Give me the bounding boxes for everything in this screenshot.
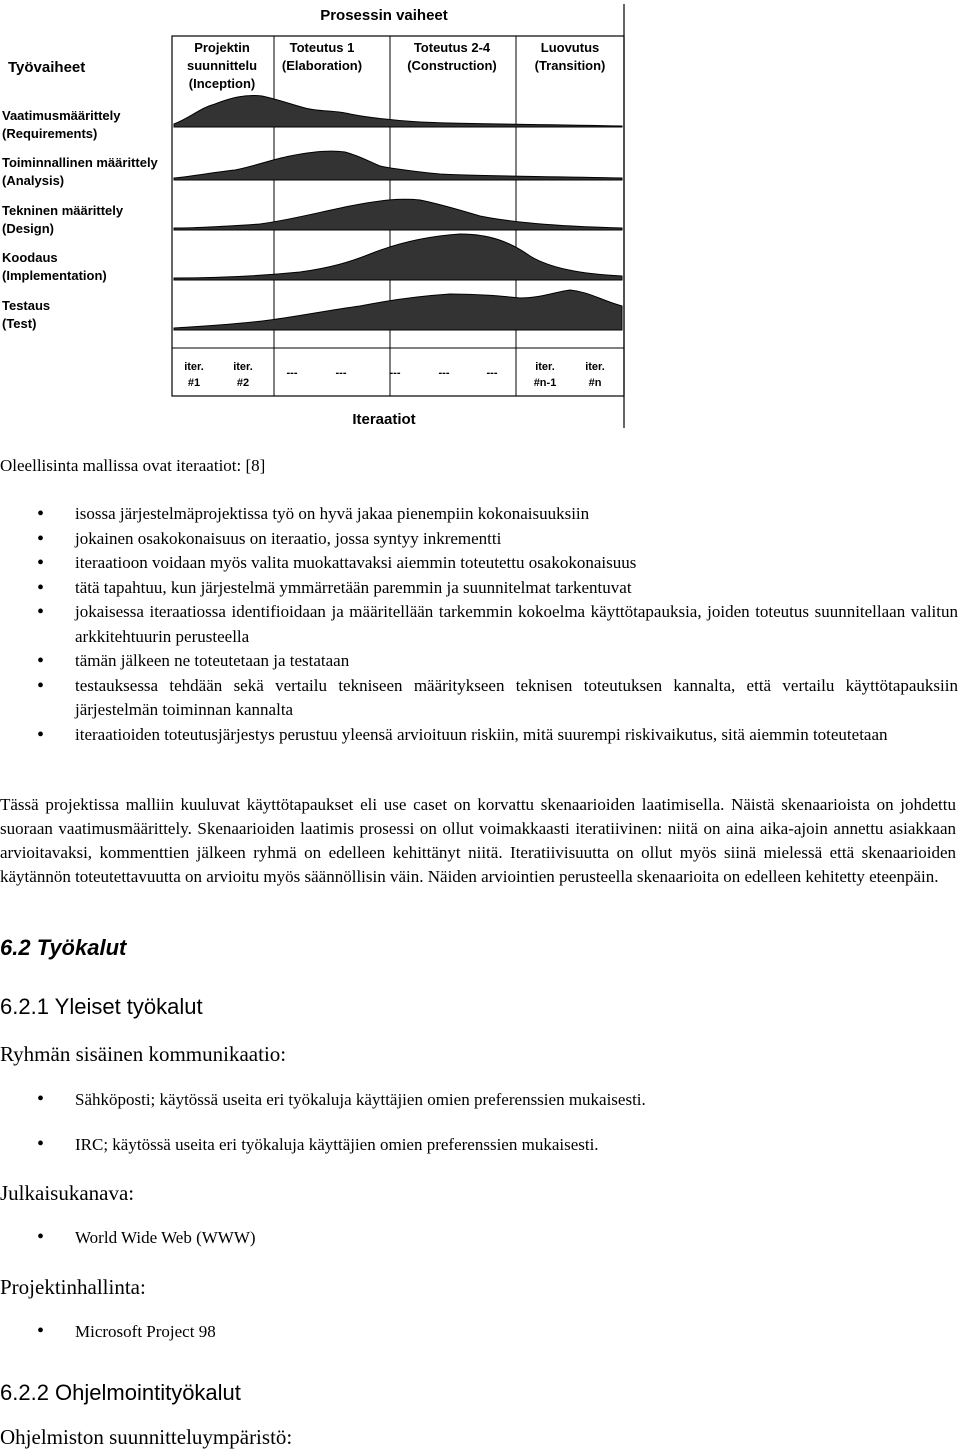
list-item: • iteraatioon voidaan myös valita muokattavaksi aiemmin toteutettu osakokonaisuus xyxy=(0,551,958,576)
pm-heading: Projektinhallinta: xyxy=(0,1275,146,1299)
phase-diagram xyxy=(0,0,960,440)
iteration-ellipsis: --- xyxy=(486,367,498,379)
svg-text:(Analysis): (Analysis) xyxy=(2,173,65,188)
phase-header-elaboration xyxy=(282,40,362,73)
svg-text:iter.: iter. xyxy=(535,361,555,373)
iteration-ellipsis: --- xyxy=(286,367,298,379)
svg-text:suunnittelu: suunnittelu xyxy=(186,58,258,73)
list-item: • tämän jälkeen ne toteutetaan ja testataan xyxy=(0,649,958,674)
svg-text:Testaus: Testaus xyxy=(2,298,51,313)
svg-text:#1: #1 xyxy=(187,377,201,389)
iteration-ellipsis: --- xyxy=(438,367,450,379)
scenario-paragraph: Tässä projektissa malliin kuuluvat käyttötapaukset eli use caset on korvattu skenaarioiden laatimisella. Näistä skenaarioista on johdettu suoraan vaatimusmäärittely. Skenaarioiden laatimis prosessi on ollut voimakkaasti iteratiivinen: niitä on aina aika-ajoin annettu asiakkaan arvioitavaksi, kommenttien jälkeen ryhmä on edelleen kehittänyt niitä. Iteratiivisuutta on ollut myös siinä mielessä että skenaarioiden käytännön toteutettavuutta on arvioitu myös säännöllisin väin. Näiden arviointien perusteella skenaarioita on edelleen kehitetty eteenpäin. xyxy=(0,795,956,886)
effort-curve-test xyxy=(174,290,622,330)
bullet-icon: • xyxy=(37,1133,45,1155)
effort-curve-analysis xyxy=(174,151,622,180)
process-phase-figure xyxy=(0,0,960,440)
diagram-bottom-title: Iteraatiot xyxy=(352,411,416,428)
svg-text:(Elaboration): (Elaboration) xyxy=(281,58,363,73)
svg-text:iter.: iter. xyxy=(184,361,204,373)
svg-text:Toteutus 1: Toteutus 1 xyxy=(289,40,355,55)
phase-header-construction xyxy=(407,40,497,73)
workflow-requirements xyxy=(2,108,121,141)
list-item: • isossa järjestelmäprojektissa työ on hyvä jakaa pienempiin kokonaisuuksiin xyxy=(0,502,958,527)
svg-text:Toiminnallinen määrittely: Toiminnallinen määrittely xyxy=(2,155,158,170)
svg-text:#n-1: #n-1 xyxy=(533,377,557,389)
publish-heading: Julkaisukanava: xyxy=(0,1181,135,1205)
svg-text:Koodaus: Koodaus xyxy=(2,250,58,265)
svg-text:#n: #n xyxy=(588,377,602,389)
svg-text:(Inception): (Inception) xyxy=(188,76,256,91)
bullet-icon: • xyxy=(37,1226,45,1248)
svg-text:(Implementation): (Implementation) xyxy=(2,268,107,283)
diagram-top-title: Prosessin vaiheet xyxy=(320,7,448,24)
svg-text:(Test): (Test) xyxy=(2,316,37,331)
iteration-ellipsis: --- xyxy=(389,367,401,379)
list-item: • jokainen osakokonaisuus on iteraatio, jossa syntyy inkrementti xyxy=(0,527,958,552)
workflow-implementation xyxy=(2,250,107,283)
bullet-icon: • xyxy=(37,1088,45,1110)
phase-header-transition xyxy=(535,40,606,73)
svg-text:(Construction): (Construction) xyxy=(407,58,497,73)
workflow-analysis xyxy=(2,155,159,188)
diagram-left-title: Työvaiheet xyxy=(8,59,86,76)
svg-text:Projektin: Projektin xyxy=(194,40,250,55)
effort-curve-implementation xyxy=(174,234,622,280)
svg-text:Luovutus: Luovutus xyxy=(540,40,600,55)
list-item: • iteraatioiden toteutusjärjestys perustuu yleensä arvioituun riskiin, mitä suurempi riskivaikutus, sitä aiemmin toteutetaan xyxy=(0,723,958,748)
iteration-n-minus-1 xyxy=(534,361,557,389)
section-heading-6-2-2: 6.2.2 Ohjelmointityökalut xyxy=(0,1380,241,1405)
section-heading-6-2-1: 6.2.1 Yleiset työkalut xyxy=(0,994,203,1019)
section-heading-6-2: 6.2 Työkalut xyxy=(0,935,127,960)
svg-text:(Design): (Design) xyxy=(2,221,54,236)
svg-text:iter.: iter. xyxy=(585,361,605,373)
bullet-icon: • xyxy=(37,1320,45,1342)
svg-text:(Requirements): (Requirements) xyxy=(2,126,98,141)
workflow-test xyxy=(2,298,50,331)
list-item: • tätä tapahtuu, kun järjestelmä ymmärretään paremmin ja suunnitelmat tarkentuvat xyxy=(0,576,958,601)
svg-text:iter.: iter. xyxy=(233,361,253,373)
workflow-design xyxy=(2,203,124,236)
list-item: • jokaisessa iteraatiossa identifioidaan ja määritellään tarkemmin kokoelma käyttötapauksia, joiden toteutus suunnitellaan valitun arkkitehtuurin perusteella xyxy=(0,600,958,649)
comm-heading: Ryhmän sisäinen kommunikaatio: xyxy=(0,1042,287,1066)
design-env-heading: Ohjelmiston suunnitteluympäristö: xyxy=(0,1425,293,1449)
iteration-n xyxy=(585,361,605,389)
svg-text:Vaatimusmäärittely: Vaatimusmäärittely xyxy=(2,108,121,123)
iteration-bullet-list xyxy=(0,502,958,747)
intro-text: Oleellisinta mallissa ovat iteraatiot: [8] xyxy=(0,456,266,475)
svg-text:#2: #2 xyxy=(236,377,250,389)
iteration-1 xyxy=(184,361,204,389)
iteration-2 xyxy=(233,361,253,389)
list-item: • testauksessa tehdään sekä vertailu tekniseen määritykseen teknisen toteutuksen kannalta, että vertailu käyttötapauksiin järjestelmän toiminnan kannalta xyxy=(0,674,958,723)
iteration-ellipsis: --- xyxy=(335,367,347,379)
effort-curve-requirements xyxy=(174,95,622,127)
svg-text:Tekninen määrittely: Tekninen määrittely xyxy=(2,203,124,218)
svg-text:(Transition): (Transition) xyxy=(534,58,606,73)
phase-header-inception xyxy=(187,40,257,91)
svg-text:Toteutus 2-4: Toteutus 2-4 xyxy=(413,40,491,55)
effort-curve-design xyxy=(174,199,622,230)
